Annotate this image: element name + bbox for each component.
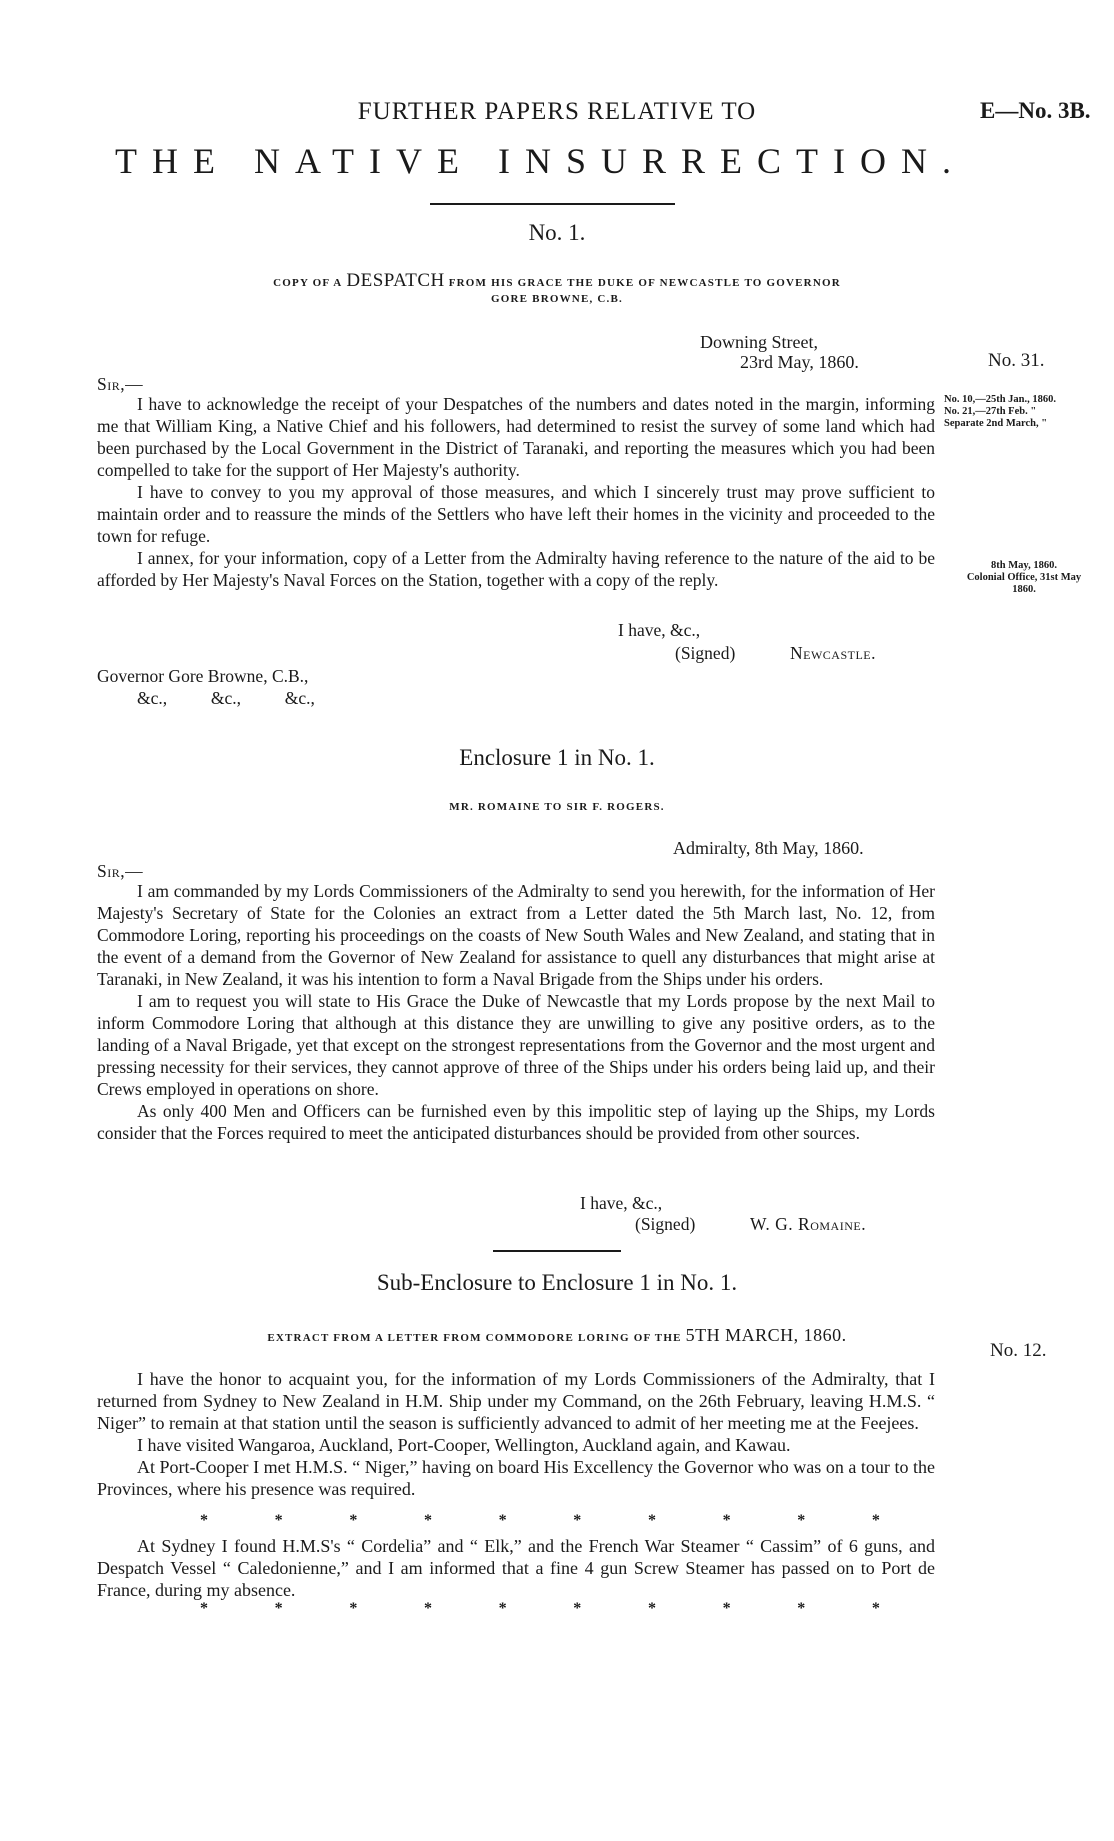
enclosure-closing: I have, &c., xyxy=(580,1193,663,1213)
sub-enclosure-subtitle-text: EXTRACT FROM A LETTER FROM COMMODORE LORING OF THE xyxy=(267,1332,682,1344)
despatch-heading-rest: FROM HIS GRACE THE DUKE OF NEWCASTLE TO GOVERNOR xyxy=(448,277,841,289)
despatch-body xyxy=(97,393,935,591)
enclosure-subtitle: MR. ROMAINE TO SIR F. ROGERS. xyxy=(449,801,665,813)
enclosure-paragraph: As only 400 Men and Officers can be furnished even by this impolitic step of laying up the Ships, my Lords consider that the Forces required to meet the anticipated disturbances should be provided from other sources. xyxy=(97,1101,935,1143)
enclosure-signature: W. G. Romaine. xyxy=(750,1214,867,1234)
page-title-line1: FURTHER PAPERS RELATIVE TO xyxy=(357,98,757,125)
page-title-line2: THE NATIVE INSURRECTION. xyxy=(115,141,966,181)
enclosure-address: Admiralty, 8th May, 1860. xyxy=(673,838,864,858)
despatch-signed: (Signed) xyxy=(675,643,736,663)
despatch-signature: Newcastle. xyxy=(790,643,877,663)
enclosure-body xyxy=(97,880,935,1144)
despatch-heading-line2: GORE BROWNE, C.B. xyxy=(491,293,623,305)
sub-enclosure-subtitle xyxy=(0,1325,1114,1346)
sub-enclosure-paragraph: At Port-Cooper I met H.M.S. “ Niger,” having on board His Excellency the Governor who was on a tour to the Provinces, where his presence was required. xyxy=(97,1457,935,1499)
sub-enclosure-subtitle-date: 5TH MARCH, 1860. xyxy=(685,1325,847,1345)
despatch-paragraph: I have to convey to you my approval of those measures, and which I sincerely trust may prove sufficient to maintain order and to reassure the minds of the Settlers who have left their homes in the vicinity and proceeded to the town for refuge. xyxy=(97,482,935,546)
despatch-address-line1: Downing Street, xyxy=(700,332,818,352)
sub-enclosure-paragraph: At Sydney I found H.M.S's “ Cordelia” and “ Elk,” and the French War Steamer “ Cassim” of 6 guns, and Despatch Vessel “ Caledonienne,” and I am informed that a fine 4 gun Screw Steamer has passed on to Port de France, during my absence. xyxy=(97,1536,935,1600)
sub-enclosure-paragraph: I have visited Wangaroa, Auckland, Port-Cooper, Wellington, Auckland again, and Kawau. xyxy=(137,1435,791,1455)
enclosure-paragraph: I am commanded by my Lords Commissioners of the Admiralty to send you herewith, for the information of Her Majesty's Secretary of State for the Colonies an extract from a Letter dated the 5th March last, No. 12, from Commodore Loring, reporting his proceedings on the coasts of New South Wales and New Zealand, and stating that in the event of a demand from the Governor of New Zealand for assistance to quell any disturbances that might arise at Taranaki, in New Zealand, it was his intention to form a Naval Brigade from the Ships under his orders. xyxy=(97,881,935,989)
despatch-salutation: Sir,— xyxy=(97,374,144,394)
asterisk-row: * * * * * * * * * * xyxy=(200,1512,880,1529)
sub-enclosure-body xyxy=(97,1368,935,1500)
despatch-heading xyxy=(0,270,1114,292)
margin-note-admiralty-refs: 8th May, 1860. Colonial Office, 31st May 1860. xyxy=(966,560,1082,595)
enclosure-signed: (Signed) xyxy=(635,1214,696,1234)
enclosure-rule xyxy=(493,1250,621,1252)
enclosure-salutation: Sir,— xyxy=(97,861,144,881)
addressee-line2: &c., &c., &c., xyxy=(137,688,315,708)
despatch-heading-word: DESPATCH xyxy=(346,270,445,291)
asterisk-row: * * * * * * * * * * xyxy=(200,1600,880,1617)
addressee-line1: Governor Gore Browne, C.B., xyxy=(97,666,309,686)
margin-note-despatch-refs: No. 10,—25th Jan., 1860. No. 21,—27th Feb. " Separate 2nd March, " xyxy=(944,394,1057,429)
despatch-heading-prefix: COPY OF A xyxy=(273,277,343,289)
enclosure-paragraph: I am to request you will state to His Grace the Duke of Newcastle that my Lords propose by the next Mail to inform Commodore Loring that although at this distance they are unwilling to give any positive orders, as to the landing of a Naval Brigade, yet that except on the strongest representations from the Governor and the most urgent and pressing necessity for their services, they cannot approve of three of the Ships under his orders being laid up, and their Crews employed in operations on shore. xyxy=(97,991,935,1099)
sub-enclosure-ref-number: No. 12. xyxy=(990,1340,1047,1361)
despatch-closing: I have, &c., xyxy=(618,620,701,640)
sub-enclosure-title: Sub-Enclosure to Enclosure 1 in No. 1. xyxy=(376,1270,738,1295)
sub-enclosure-body-continued xyxy=(97,1535,935,1601)
despatch-paragraph: I have to acknowledge the receipt of your Despatches of the numbers and dates noted in the margin, informing me that William King, a Native Chief and his followers, had determined to resist the survey of some land which had been purchased by the Local Government in the District of Taranaki, and reporting the measures which you had been compelled to take for the support of Her Majesty's authority. xyxy=(97,394,935,480)
despatch-paragraph: I annex, for your information, copy of a Letter from the Admiralty having reference to the nature of the aid to be afforded by Her Majesty's Naval Forces on the Station, together with a copy of the reply. xyxy=(97,548,935,590)
title-rule xyxy=(430,203,675,205)
sub-enclosure-paragraph: I have the honor to acquaint you, for the information of my Lords Commissioners of the Admiralty, that I returned from Sydney to New Zealand in H.M. Ship under my Command, on the 26th February, leaving H.M.S. “ Niger” to remain at that station until the season is sufficiently advanced to admit of her meeting me at the Feejees. xyxy=(97,1369,935,1433)
despatch-ref-number: No. 31. xyxy=(988,350,1045,371)
enclosure-title: Enclosure 1 in No. 1. xyxy=(459,745,655,770)
despatch-number: No. 1. xyxy=(528,220,586,245)
despatch-address-line2: 23rd May, 1860. xyxy=(740,352,859,372)
document-code: E—No. 3B. xyxy=(980,98,1091,123)
